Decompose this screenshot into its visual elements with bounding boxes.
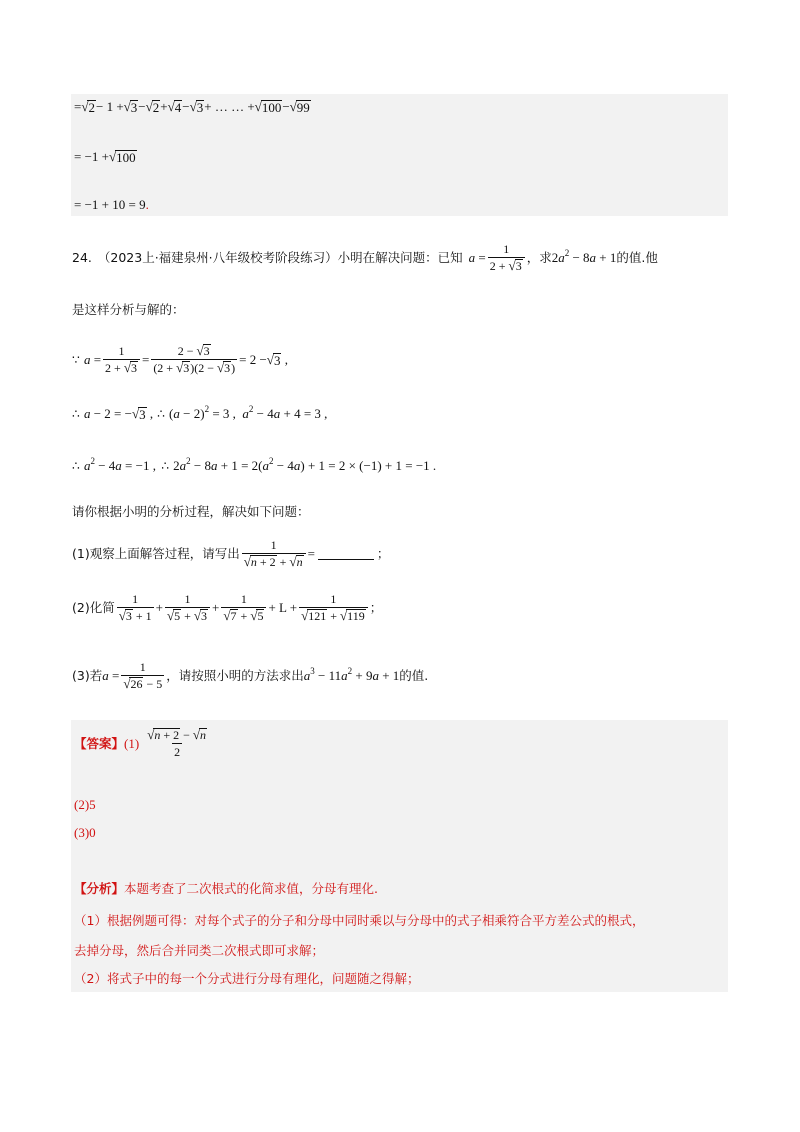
solution-line-2: = −1 + √ 100 (74, 149, 136, 165)
answer-2: (2)5 (74, 797, 96, 812)
solution-line-3: = −1 + 10 = 9 . (74, 197, 149, 212)
analysis-point-1-cont: 去掉分母，然后合并同类二次根式即可求解； (74, 943, 325, 958)
analysis-tag: 【分析】 (74, 881, 125, 896)
analysis-intro: 【分析】 本题考查了二次根式的化简求值，分母有理化. (74, 881, 378, 896)
target-expression: $2a^2 - 8a + 1$ (551, 247, 617, 265)
problem-source: （2023上·福建泉州·八年级校考阶段练习） (97, 249, 338, 265)
instruction-text: 请你根据小明的分析过程，解决如下问题： (72, 504, 310, 519)
given-a-expression: a = 1 2 + √ 3 (469, 242, 527, 273)
solution-line-1: = √ 2 − 1 + √ 3 − √ 2 + √ 4 − √ 3 + … … + √ 100 − √ 99 (74, 99, 310, 115)
analysis-point-1: （1）根据例题可得：对每个式子的分子和分母中同时乘以与分母中的式子相乘符合平方差公式的根式， (74, 913, 645, 928)
answer-3: (3)0 (74, 825, 96, 840)
answer-1: 【答案】 (1) √ n + 2 − √ n 2 (74, 727, 207, 759)
answer-analysis-block (71, 720, 728, 992)
answer-tag: 【答案】 (74, 735, 125, 751)
problem-stem-line2: 是这样分析与解的： (72, 302, 185, 317)
problem-stem-a: 小明在解决问题：已知 (337, 249, 463, 265)
solution-continuation-block (71, 94, 728, 216)
analysis-point-2: （2）将式子中的每一个分式进行分母有理化，问题随之得解； (74, 971, 420, 986)
answer-blank (318, 547, 374, 560)
problem-24-stem: 24. （2023上·福建泉州·八年级校考阶段练习） 小明在解决问题：已知 a = 1 2 + √ 3 ，求 $2a^2 - 8a + 1$ 的值.他 (72, 242, 658, 273)
problem-number: 24. (72, 249, 92, 265)
